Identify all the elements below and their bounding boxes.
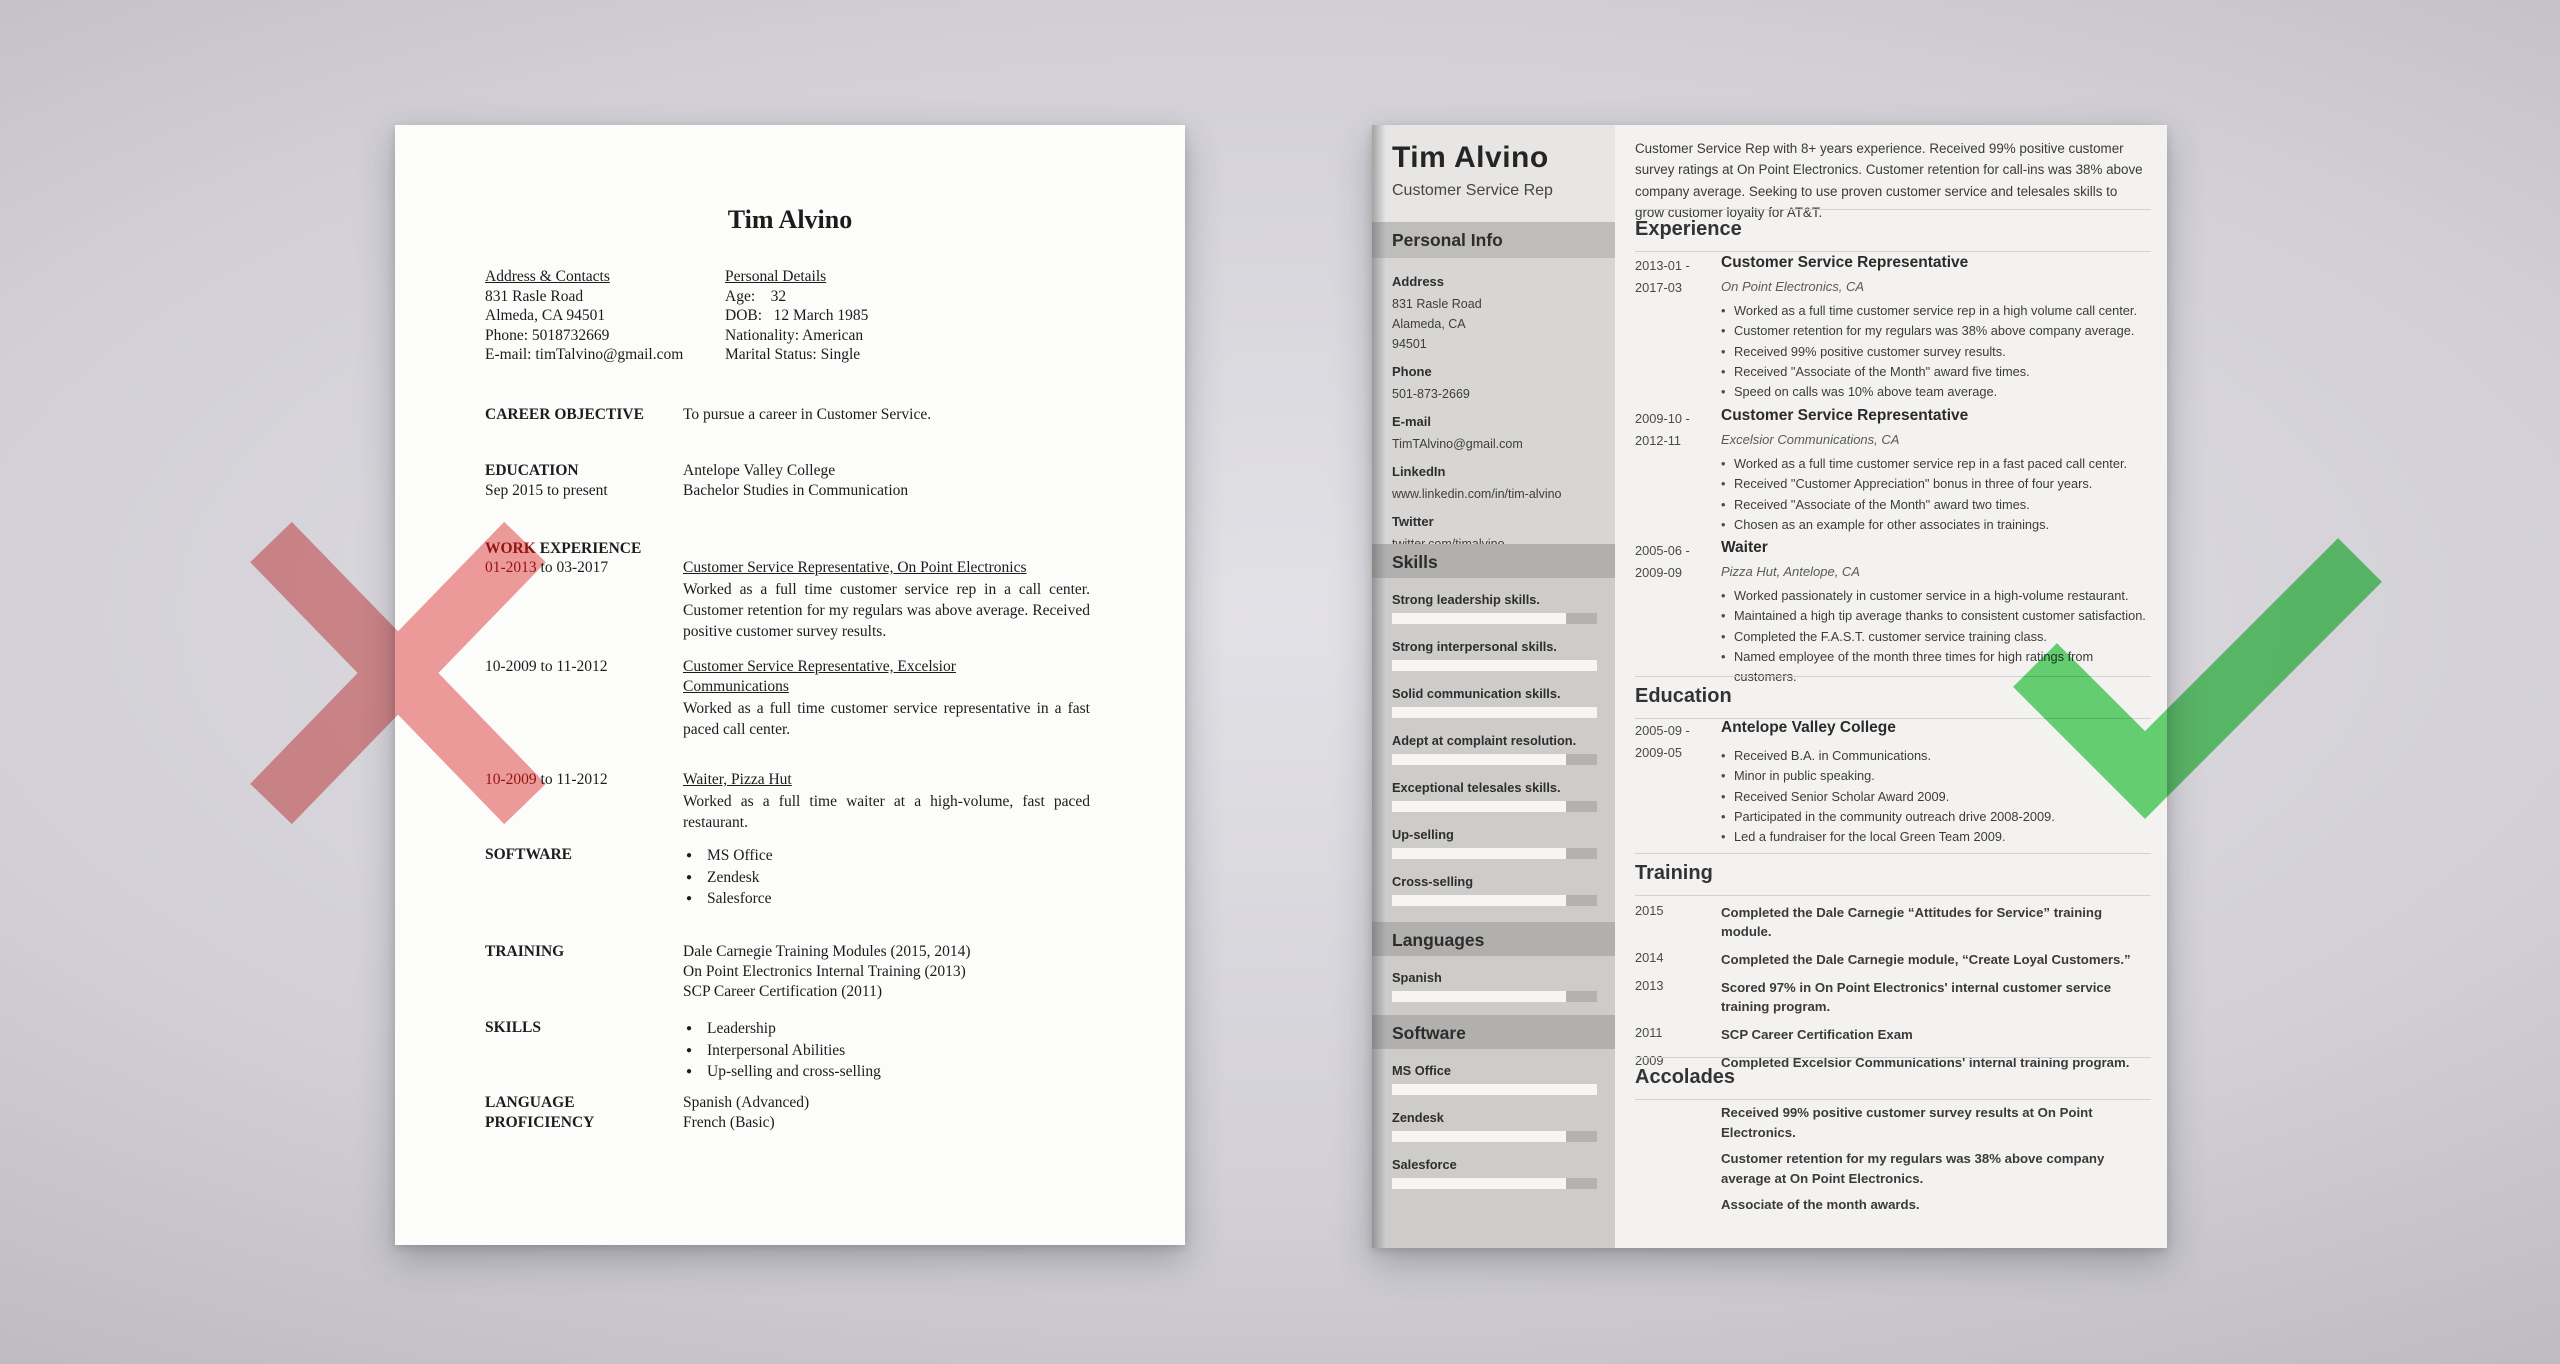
date-red: 01-2013 — [485, 559, 537, 576]
email-field — [1392, 412, 1597, 454]
work-entry-2 — [485, 657, 1090, 740]
accolade-item: Received 99% positive customer survey results at On Point Electronics. — [1721, 1105, 2093, 1140]
bullet: • Completed the F.A.S.T. customer service training class. — [1721, 627, 2151, 647]
experience-section-header: Experience — [1635, 209, 2151, 252]
entry-dates — [1635, 540, 1719, 584]
training-year: 2009 — [1635, 1053, 1664, 1068]
work-entry-2-desc: Worked as a full time customer service representative in a fast paced call center. — [683, 700, 1090, 738]
bullet: • Received "Associate of the Month" award two times. — [1721, 495, 2151, 515]
software-item — [1392, 1062, 1597, 1095]
training-row — [485, 942, 1090, 1002]
skill-bar-fill — [1392, 707, 1597, 718]
age-line: Age: 32 — [725, 287, 787, 305]
skill-item — [1392, 732, 1597, 765]
work-label-black-part: EXPERIENCE — [535, 540, 642, 557]
skill-bar — [1392, 848, 1597, 859]
language-line: French (Basic) — [683, 1114, 775, 1131]
bullet: • Led a fundraiser for the local Green Team 2009. — [1721, 827, 2151, 847]
email-line: E-mail: timTalvino@gmail.com — [485, 346, 684, 363]
skill-item — [1392, 826, 1597, 859]
skill-label: Strong leadership skills. — [1392, 592, 1540, 607]
skill-item — [1392, 638, 1597, 671]
education-label: EDUCATION — [485, 462, 579, 479]
skill-bar-fill — [1392, 848, 1566, 859]
education-row — [485, 461, 1090, 501]
work-entry-1 — [485, 558, 1090, 642]
work-entry-3 — [485, 770, 1090, 833]
address-line: 831 Rasle Road — [485, 287, 584, 305]
languages-body — [1372, 956, 1615, 1015]
work-label-red-part: WORK — [485, 540, 536, 557]
date-from: 2013-01 - — [1635, 258, 1690, 273]
training-text: Completed the Dale Carnegie module, “Create Loyal Customers.” — [1721, 952, 2131, 967]
skill-label: Solid communication skills. — [1392, 686, 1561, 701]
software-item — [1392, 1109, 1597, 1142]
software-bar — [1392, 1084, 1597, 1095]
language-bar — [1392, 991, 1597, 1002]
accolades-rows — [1635, 1103, 2151, 1222]
marital-status-line: Marital Status: Single — [725, 346, 861, 363]
list-item: ● Salesforce — [683, 888, 1090, 910]
entry-dates — [1635, 255, 1719, 299]
software-bar-fill — [1392, 1131, 1566, 1142]
skill-bar-fill — [1392, 895, 1566, 906]
training-rows — [1635, 903, 2151, 1081]
phone-field — [1392, 362, 1597, 404]
training-row — [1635, 903, 2151, 941]
bullet: • Worked as a full time customer service rep in a fast paced call center. — [1721, 454, 2151, 474]
training-line: On Point Electronics Internal Training (2013) — [683, 963, 966, 980]
entry-company: Pizza Hut, Antelope, CA — [1721, 564, 1860, 579]
field-value: 831 Rasle Road — [1392, 297, 1482, 311]
skill-bar-fill — [1392, 660, 1597, 671]
skill-label: Strong interpersonal skills. — [1392, 639, 1557, 654]
address-contacts-column — [485, 267, 720, 365]
language-bar-fill — [1392, 991, 1566, 1002]
list-item: ● MS Office — [683, 845, 1090, 867]
software-label: Salesforce — [1392, 1157, 1457, 1172]
field-label: E-mail — [1392, 414, 1432, 429]
skills-header: Skills — [1372, 544, 1615, 580]
field-value: TimTAlvino@gmail.com — [1392, 437, 1523, 451]
dob-line: DOB: 12 March 1985 — [725, 307, 869, 324]
sidebar-edge-shadow — [1372, 125, 1386, 1248]
skill-item — [1392, 873, 1597, 906]
bullet: • Chosen as an example for other associates in trainings. — [1721, 515, 2151, 535]
bullet: • Received B.A. in Communications. — [1721, 746, 2151, 766]
education-dates: Sep 2015 to present — [485, 482, 608, 499]
work-entry-1-title: Customer Service Representative, On Point Electronics — [683, 559, 1027, 576]
date-red: 10-2009 — [485, 771, 537, 788]
skill-item — [1392, 779, 1597, 812]
good-resume-role: Customer Service Rep — [1392, 182, 1553, 199]
software-header: Software — [1372, 1015, 1615, 1051]
label-line: LANGUAGE — [485, 1094, 575, 1111]
nationality-line: Nationality: American — [725, 326, 864, 344]
training-text: Completed the Dale Carnegie “Attitudes for Service” training module. — [1721, 905, 2103, 939]
date-to: 2017-03 — [1635, 280, 1682, 295]
date-from: 2005-09 - — [1635, 723, 1690, 738]
field-value: 501-873-2669 — [1392, 387, 1470, 401]
software-label: Zendesk — [1392, 1110, 1444, 1125]
date-to: 2009-05 — [1635, 745, 1682, 760]
bullet: • Received 99% positive customer survey results. — [1721, 342, 2151, 362]
skill-item — [1392, 591, 1597, 624]
bullet: • Named employee of the month three times for high ratings from customers. — [1721, 647, 2151, 688]
skill-bar — [1392, 895, 1597, 906]
bullet: • Received "Associate of the Month" award five times. — [1721, 362, 2151, 382]
cross-mark-icon — [243, 514, 553, 832]
resume-sidebar — [1372, 125, 1615, 1248]
software-bar-fill — [1392, 1084, 1597, 1095]
bullet: • Received "Customer Appreciation" bonus in three of four years. — [1721, 474, 2151, 494]
training-lines — [683, 942, 1090, 1002]
software-row — [485, 845, 1090, 910]
language-line: Spanish (Advanced) — [683, 1094, 810, 1111]
education-degree: Bachelor Studies in Communication — [683, 482, 909, 499]
entry-bullets — [1721, 301, 2151, 402]
date-rest: 10-2009 to 11-2012 — [485, 658, 608, 675]
phone-line: Phone: 5018732669 — [485, 326, 610, 344]
sidebar-name-block — [1372, 125, 1615, 222]
education-school: Antelope Valley College — [1721, 719, 1896, 736]
date-rest: to 11-2012 — [536, 771, 608, 788]
skills-label: SKILLS — [485, 1019, 542, 1036]
bullet: • Participated in the community outreach drive 2008-2009. — [1721, 807, 2151, 827]
work-experience-label — [485, 539, 1090, 559]
career-objective-text: To pursue a career in Customer Service. — [683, 406, 932, 423]
skills-body — [1372, 578, 1615, 922]
software-list — [683, 845, 1090, 910]
software-body — [1372, 1049, 1615, 1248]
skill-label: Cross-selling — [1392, 874, 1474, 889]
skill-bar — [1392, 754, 1597, 765]
skill-bar — [1392, 613, 1597, 624]
check-stroke — [2035, 560, 2360, 775]
field-label: Phone — [1392, 364, 1432, 379]
check-mark-icon — [1995, 503, 2385, 823]
skills-list — [683, 1018, 1090, 1083]
software-bar — [1392, 1131, 1597, 1142]
list-item: ● Up-selling and cross-selling — [683, 1061, 1090, 1083]
skill-label: Up-selling — [1392, 827, 1454, 842]
entry-dates — [1635, 720, 1719, 764]
bad-resume-name: Tim Alvino — [727, 205, 853, 234]
bullet: • Received Senior Scholar Award 2009. — [1721, 787, 2151, 807]
skill-bar — [1392, 801, 1597, 812]
training-year: 2013 — [1635, 978, 1664, 993]
list-item: ● Interpersonal Abilities — [683, 1040, 1090, 1062]
date-rest: to 03-2017 — [536, 559, 609, 576]
list-item: ● Leadership — [683, 1018, 1090, 1040]
training-row — [1635, 1025, 2151, 1044]
date-to: 2012-11 — [1635, 433, 1682, 448]
summary-paragraph: Customer Service Rep with 8+ years experience. Received 99% positive customer survey ratings at On Point Electronics. Customer retention for call-ins was 38% above company average. Seeking to use proven customer service and telesales skills to grow customer loyalty for AT&T. — [1635, 141, 2143, 221]
work-experience-header-row — [485, 539, 1090, 559]
language-values — [683, 1093, 1090, 1133]
bullet: • Speed on calls was 10% above team average. — [1721, 382, 2151, 402]
languages-header: Languages — [1372, 922, 1615, 958]
work-entry-2-title: Customer Service Representative, Excelsior Communications — [683, 658, 956, 695]
accolade-item: Customer retention for my regulars was 38% above company average at On Point Electronics. — [1721, 1151, 2105, 1186]
list-item: ● Zendesk — [683, 867, 1090, 889]
entry-title: Customer Service Representative — [1721, 407, 1969, 424]
bullet: • Worked passionately in customer service in a high-volume restaurant. — [1721, 586, 2151, 606]
entry-title: Customer Service Representative — [1721, 254, 1969, 271]
skill-label: Adept at complaint resolution. — [1392, 733, 1577, 748]
personal-info-header: Personal Info — [1372, 222, 1615, 258]
language-proficiency-label — [485, 1093, 680, 1133]
entry-company: Excelsior Communications, CA — [1721, 432, 1900, 447]
city-line: Almeda, CA 94501 — [485, 307, 606, 324]
training-text: Scored 97% in On Point Electronics' internal customer service training program. — [1721, 980, 2112, 1014]
date-from: 2005-06 - — [1635, 543, 1690, 558]
personal-details-heading: Personal Details — [725, 268, 827, 285]
training-row — [1635, 978, 2151, 1016]
personal-details-column — [725, 267, 1025, 365]
accolade-item: Associate of the month awards. — [1721, 1197, 1920, 1212]
skill-bar — [1392, 660, 1597, 671]
entry-company: On Point Electronics, CA — [1721, 279, 1865, 294]
career-objective-row — [485, 405, 1090, 425]
education-school: Antelope Valley College — [683, 462, 836, 479]
training-row — [1635, 950, 2151, 969]
software-label: SOFTWARE — [485, 846, 572, 863]
personal-info-body — [1372, 258, 1615, 544]
linkedin-field — [1392, 462, 1597, 504]
language-proficiency-row — [485, 1093, 1090, 1133]
software-bar-fill — [1392, 1178, 1566, 1189]
field-value: Alameda, CA — [1392, 317, 1466, 331]
training-text: SCP Career Certification Exam — [1721, 1027, 1913, 1042]
training-line: SCP Career Certification (2011) — [683, 983, 883, 1000]
training-line: Dale Carnegie Training Modules (2015, 2014) — [683, 943, 971, 960]
bullet: • Customer retention for my regulars was 38% above company average. — [1721, 321, 2151, 341]
training-year: 2015 — [1635, 903, 1664, 918]
address-contacts-heading: Address & Contacts — [485, 268, 610, 285]
training-label: TRAINING — [485, 943, 565, 960]
bullet: • Minor in public speaking. — [1721, 766, 2151, 786]
skill-item — [1392, 685, 1597, 718]
training-text: Completed Excelsior Communications' internal training program. — [1721, 1055, 2130, 1070]
skill-bar — [1392, 707, 1597, 718]
entry-dates — [1635, 408, 1719, 452]
training-year: 2014 — [1635, 950, 1664, 965]
training-year: 2011 — [1635, 1025, 1663, 1040]
software-bar — [1392, 1178, 1597, 1189]
field-label: Address — [1392, 274, 1445, 289]
field-label: Twitter — [1392, 514, 1434, 529]
education-section-header: Education — [1635, 676, 2151, 719]
entry-title: Waiter — [1721, 539, 1768, 556]
address-field — [1392, 272, 1597, 354]
education-values — [683, 461, 1090, 501]
skills-row — [485, 1018, 1090, 1083]
skill-label: Exceptional telesales skills. — [1392, 780, 1561, 795]
work-entry-1-desc: Worked as a full time customer service rep in a call center. Customer retention for my regulars was above average. Received positive customer survey results. — [683, 581, 1090, 640]
accolades-section-header: Accolades — [1635, 1057, 2151, 1100]
skill-bar-fill — [1392, 613, 1566, 624]
label-line: PROFICIENCY — [485, 1114, 595, 1131]
software-item — [1392, 1156, 1597, 1189]
work-entry-3-title: Waiter, Pizza Hut — [683, 771, 792, 788]
field-label: LinkedIn — [1392, 464, 1446, 479]
bullet: • Maintained a high tip average thanks to consistent customer satisfaction. — [1721, 606, 2151, 626]
education-label-column — [485, 461, 680, 501]
skill-bar-fill — [1392, 801, 1566, 812]
language-item — [1392, 969, 1597, 1002]
cross-strokes — [271, 542, 525, 804]
work-entry-3-desc: Worked as a full time waiter at a high-volume, fast paced restaurant. — [683, 793, 1090, 831]
date-to: 2009-09 — [1635, 565, 1682, 580]
experience-entry — [1635, 253, 2151, 402]
training-section-header: Training — [1635, 853, 2151, 896]
field-value: 94501 — [1392, 337, 1427, 351]
good-resume-name: Tim Alvino — [1392, 141, 1549, 174]
language-label: Spanish — [1392, 970, 1442, 985]
skill-bar-fill — [1392, 754, 1566, 765]
bullet: • Worked as a full time customer service rep in a high volume call center. — [1721, 301, 2151, 321]
field-value: www.linkedin.com/in/tim-alvino — [1392, 487, 1562, 501]
date-from: 2009-10 - — [1635, 411, 1690, 426]
career-objective-label: CAREER OBJECTIVE — [485, 406, 644, 423]
software-label: MS Office — [1392, 1063, 1452, 1078]
